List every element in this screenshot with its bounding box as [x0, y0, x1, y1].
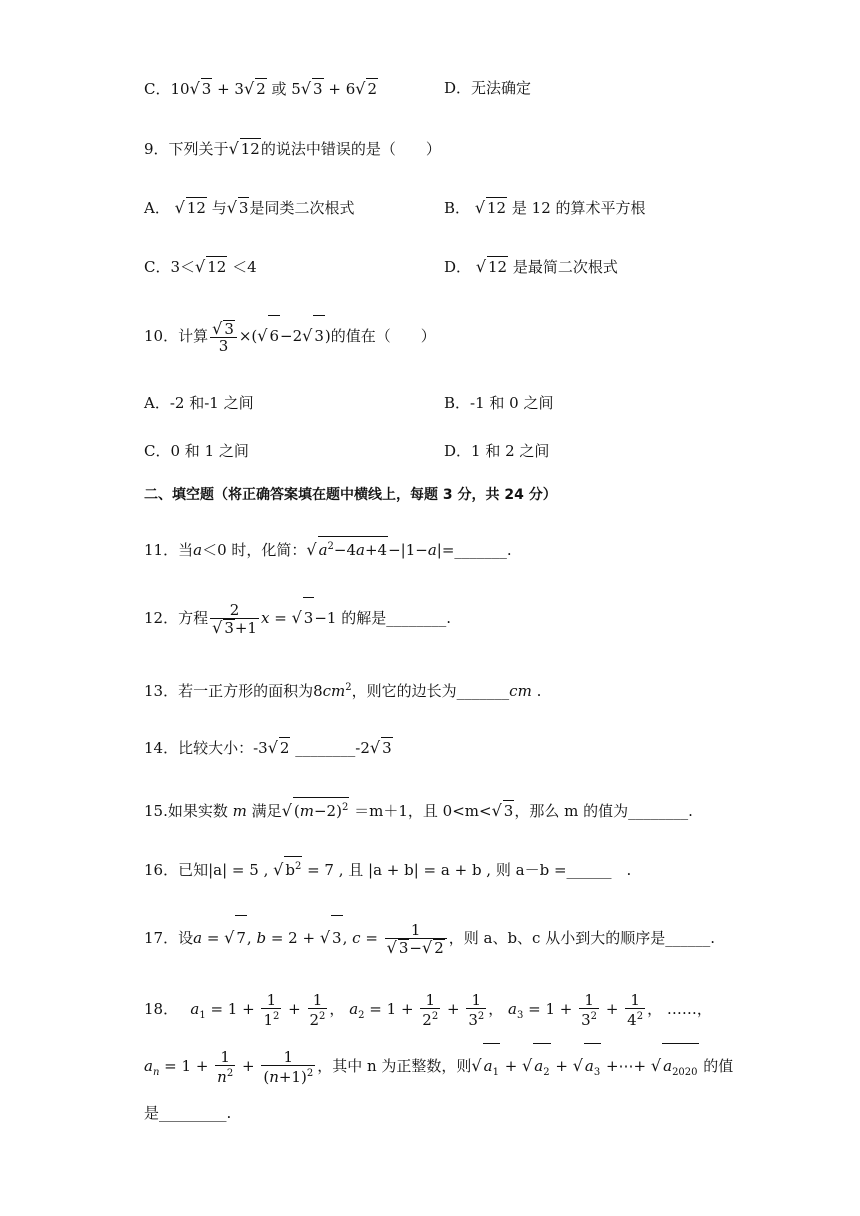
q10-option-c: C．0 和 1 之间: [144, 442, 249, 460]
question-18-line-3: 是_________.: [144, 1104, 232, 1122]
question-13: 13．若一正方形的面积为$8cm^2$，则它的边长为_______cm .: [144, 682, 542, 700]
question-18: 18． $a_1 = 1$ + $\frac{1}{1^2}$ + $\frac{1}{2^2}$ ， $a_2 = 1$ + $\frac{1}{2^2}$ + $\frac{1}{3^2}$ ， $a_3 = 1$ + $\frac{1}{3^2}$ + $\frac{1}{4^2}$ ， ……，: [144, 991, 712, 1029]
q10-option-a: A．-2 和-1 之间: [144, 394, 254, 412]
q8-option-d: D．无法确定: [444, 79, 532, 97]
q9-option-d: D． √ 12 是最简二次根式: [444, 257, 618, 276]
section-2-heading: 二、填空题（将正确答案填在题中横线上，每题 3 分，共 24 分）: [144, 487, 557, 503]
q9-option-a: A． √ 12 与√ 3是同类二次根式: [144, 198, 355, 217]
question-9: 9．下列关于√ 12的说法中错误的是（ ）: [144, 139, 441, 158]
question-18-line-2: $a_n = 1$ + $\frac{1}{n^2}$ + $\frac{1}{(n+1)^2}$ ，其中 n 为正整数，则√ $a_1$ + √ $a_2$ + √ $a_3$ +⋯+ √ $a_{2020}$ 的值: [144, 1043, 733, 1095]
question-17: 17．设a = √ 7, b = 2 + √ 3, c = $\frac{1}{√ 3-√ 2}$ ，则 a、b、c 从小到大的顺序是______.: [144, 915, 715, 960]
question-16: 16．已知|a| = 5 , √ $b^2 = 7$ , 且 |a + b| = a + b , 则 a－b =______ .: [144, 856, 631, 880]
q10-option-d: D．1 和 2 之间: [444, 442, 550, 460]
q10-option-b: B．-1 和 0 之间: [444, 394, 554, 412]
q8-option-c: C．10√ 3 + 3√ 2 或 5√ 3 + 6√ 2: [144, 79, 377, 98]
question-14: 14．比较大小：-3√ 2 ________-2√ 3: [144, 738, 392, 757]
question-15: 15.如果实数 m 满足√ $(m-2)^2 =m+1$，且 0<m<√ 3，那么 m 的值为________.: [144, 797, 693, 821]
q9-option-b: B． √ 12 是 12 的算术平方根: [444, 198, 646, 217]
question-10: 10．计算 $\frac{√ 3}{3}$ ×(√ 6−2√ 3)的值在（ ）: [144, 315, 436, 356]
question-12: 12．方程 $\frac{2}{√ 3+1}$ x = √ 3−1 的解是________.: [144, 597, 451, 638]
q9-option-c: C．3＜√ 12 ＜4: [144, 257, 257, 276]
question-11: 11．当a＜0 时，化简：√ $a^2-4a+4-|1-a|=\_\_\_\_\_\_\_$.: [144, 536, 512, 560]
